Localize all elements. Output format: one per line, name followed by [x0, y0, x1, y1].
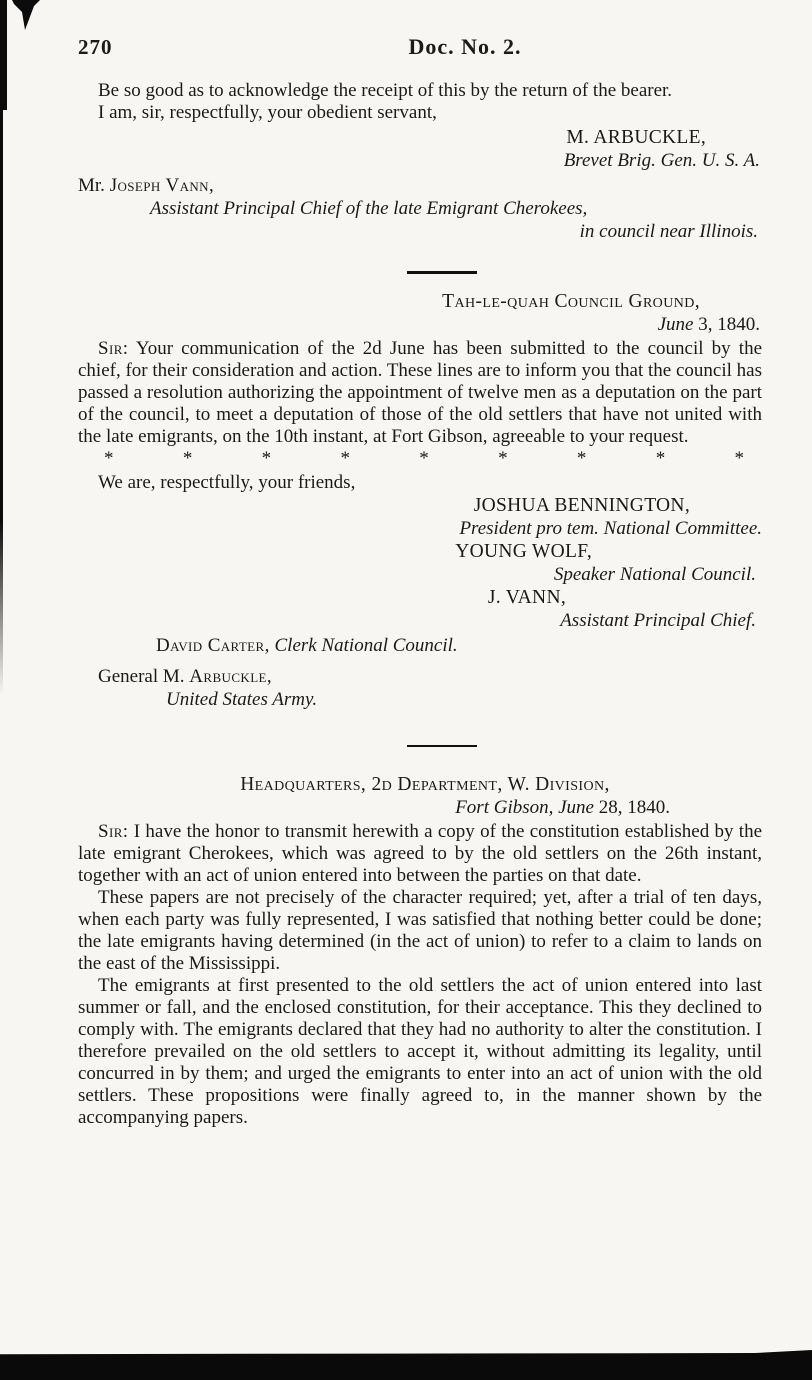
letter2-paragraph: [78, 338, 762, 448]
letter1-addressee-title: Assistant Principal Chief of the late Emigrant Cherokees,: [150, 198, 588, 219]
scan-edge-bottom: [0, 1350, 812, 1380]
addressee-name: Joseph Vann,: [109, 175, 215, 196]
scan-edge-left-line: [0, 0, 3, 695]
letter2-body-text: Your communication of the 2d June has been submitted to the council by the chief, for their consideration and action. These lines are to inform you that the council has passed a resolution authorizing the appointment of twelve men as a deputation on the part of the council, to meet a deputation of those of the old settlers that have not united with the late emigrants, on the 10th instant, at Fort Gibson, agreeable to your request.: [78, 337, 763, 447]
letter1-addressee: [78, 174, 762, 197]
signature-name: YOUNG WOLF,: [455, 540, 592, 562]
letter2-dateline-place: Tah-le-quah Council Ground,: [442, 290, 700, 312]
letter1-addressee-title2: in council near Illinois.: [579, 221, 758, 242]
ink-mark-top-left: [10, 0, 46, 34]
document-page: [78, 34, 762, 1129]
asterisk: *: [104, 447, 114, 469]
asterisk: *: [655, 447, 666, 469]
letter1-signature-title: Brevet Brig. Gen. U. S. A.: [563, 150, 760, 171]
salutation: Sir:: [98, 821, 129, 842]
letter2-dateline-date: [78, 313, 762, 336]
clerk-name: David Carter,: [156, 634, 270, 656]
asterisk: *: [576, 447, 587, 469]
clerk-line: [78, 634, 762, 657]
section-divider: [407, 745, 477, 748]
date-rest: 3, 1840.: [698, 313, 760, 335]
letter3-paragraph-1: [78, 821, 762, 887]
letter-3: [78, 773, 762, 1129]
letter-2: [78, 290, 762, 711]
letter3-dateline-date: [78, 796, 762, 819]
signature-name: J. VANN,: [487, 586, 566, 608]
signature-title: Speaker National Council.: [553, 563, 756, 585]
letter3-paragraph-3: The emigrants at first presented to the old settlers the act of union entered into last summer or fall, and the enclosed constitution, for their acceptance. This they declined to comply with. The emigrants declared that they had no authority to alter the constitution. I therefore prevailed on the old settlers to accept it, without admitting its legality, until concurred in by them; and urged the emigrants to enter into an act of union with the old settlers. These propositions were finally agreed to, in the manner shown by the accompanying papers.: [78, 975, 762, 1128]
letter3-body-text: I have the honor to transmit herewith a copy of the constitution established by the late emigrant Cherokees, which was agreed to by the old settlers on the 26th instant, together with an act of union entered into between the parties on that date.: [78, 821, 763, 886]
letter2-closing: We are, respectfully, your friends,: [98, 471, 356, 493]
date-place-month: Fort Gibson, June: [455, 797, 594, 818]
letter2-addressee: [78, 665, 762, 688]
signature-name: JOSHUA BENNINGTON,: [473, 494, 690, 516]
letter2-addressee-title: United States Army.: [166, 688, 318, 710]
date-month: June: [657, 313, 694, 335]
addressee-prefix: General M.: [98, 665, 185, 687]
letter1-valediction: I am, sir, respectfully, your obedient servant,: [98, 102, 437, 123]
letter-1: [78, 80, 762, 243]
asterisk: *: [261, 447, 272, 469]
clerk-title: Clerk National Council.: [274, 634, 458, 656]
asterisk-row: [104, 447, 744, 469]
signature-title: President pro tem. National Committee.: [459, 517, 762, 539]
running-head: [78, 34, 762, 60]
letter3-paragraph-2: These papers are not precisely of the character required; yet, after a trial of ten days, when each party was fully represented, I was satisfied that nothing better could be done; the late emigrants having determined (in the act of union) to refer to a claim to lands on the east of the Mississippi.: [78, 887, 762, 974]
addressee-prefix: Mr.: [78, 175, 105, 196]
asterisk: *: [498, 447, 508, 469]
asterisk: *: [340, 447, 350, 469]
salutation: Sir:: [98, 337, 129, 359]
asterisk: *: [734, 447, 744, 469]
date-rest: 28, 1840.: [598, 797, 670, 818]
letter1-paragraph: Be so good as to acknowledge the receipt of this by the return of the bearer.: [98, 80, 673, 101]
addressee-name: Arbuckle,: [189, 665, 273, 687]
page-title: Doc. No. 2.: [408, 34, 522, 59]
section-divider: [407, 271, 477, 274]
asterisk: *: [182, 447, 193, 469]
letter3-dateline-place: Headquarters, 2d Department, W. Division,: [240, 774, 610, 795]
page-number: 270: [78, 35, 113, 59]
asterisk: *: [419, 447, 429, 469]
signature-title: Assistant Principal Chief.: [560, 609, 756, 631]
letter1-signature-name: M. ARBUCKLE,: [566, 127, 706, 148]
